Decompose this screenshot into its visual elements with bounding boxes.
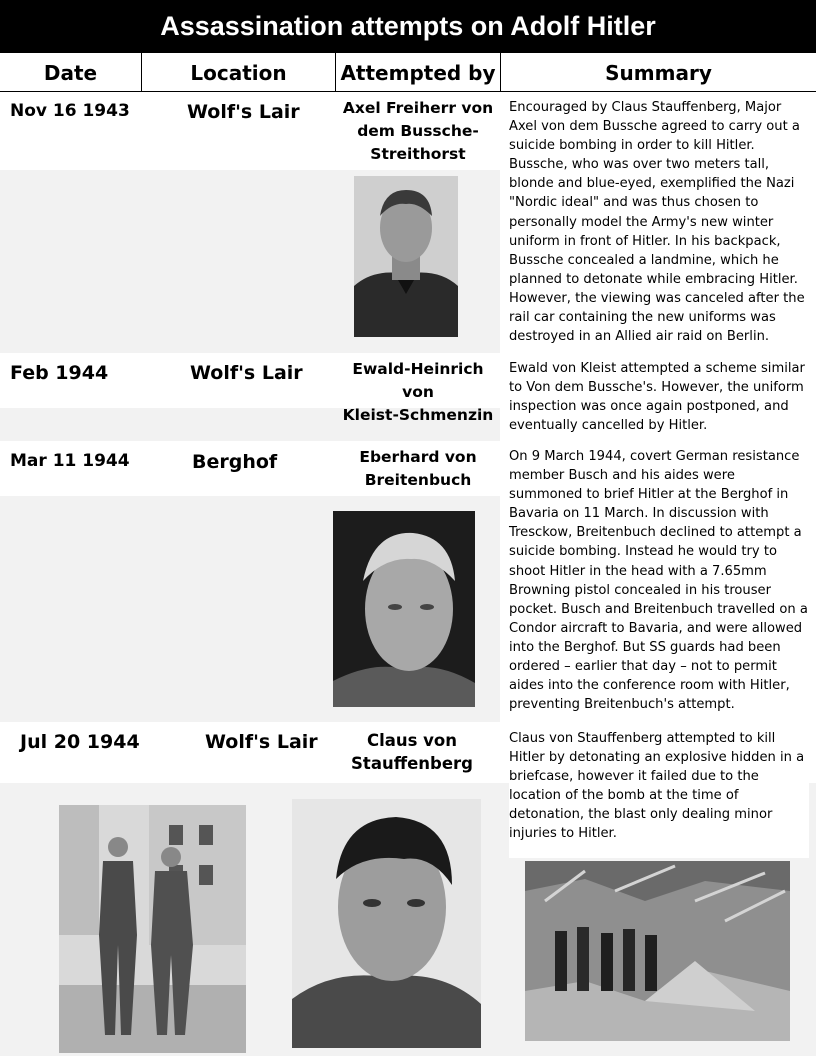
column-header-location: Location xyxy=(141,53,335,92)
photo-bomb-damage xyxy=(525,861,790,1041)
row-3-date: Mar 11 1944 xyxy=(10,451,130,471)
column-header-attempted-by: Attempted by xyxy=(335,53,500,92)
column-header-date: Date xyxy=(43,60,98,85)
row-4-summary: Claus von Stauffenberg attempted to kill Hitler by detonating an explosive hidden in a briefcase, however it failed due to the location of the bomb at the time of detonation, the blast only dealing minor injuries to Hitler. xyxy=(509,729,809,858)
row-2-summary: Ewald von Kleist attempted a scheme similar to Von dem Bussche's. However, the uniform inspection was once again postponed, and eventually cancelled by Hitler. xyxy=(509,361,805,434)
portrait-photo-bussche xyxy=(354,176,458,337)
row-4-attempted-by: Claus von Stauffenberg xyxy=(351,731,473,773)
row-3-attempted-by: Eberhard von Breitenbuch xyxy=(359,448,477,489)
row-4-location: Wolf's Lair xyxy=(205,731,318,753)
table-header xyxy=(0,52,816,92)
column-header-summary: Summary xyxy=(500,53,816,92)
photo-two-officers xyxy=(59,805,246,1053)
portrait-photo-breitenbuch xyxy=(333,511,475,707)
row-1-date: Nov 16 1943 xyxy=(10,101,130,121)
page-title: Assassination attempts on Adolf Hitler xyxy=(0,0,816,52)
row-1-attempted-by: Axel Freiherr von dem Bussche- Streithorst xyxy=(342,99,494,163)
row-2-attempted-by: Ewald-Heinrich von Kleist-Schmenzin xyxy=(342,360,494,424)
portrait-photo-stauffenberg xyxy=(292,799,481,1048)
row-2-date: Feb 1944 xyxy=(10,362,109,384)
row-4-date: Jul 20 1944 xyxy=(20,731,140,753)
row-2-location: Wolf's Lair xyxy=(190,362,303,384)
row-3-location: Berghof xyxy=(192,451,278,473)
row-1-location: Wolf's Lair xyxy=(187,101,300,123)
row-1-summary: Encouraged by Claus Stauffenberg, Major Axel von dem Bussche agreed to carry out a suicide bombing in order to kill Hitler. Bussche, who was over two meters tall, blonde and blue-eyed, exemplified the Nazi "Nordic ideal" and was thus chosen to personally model the Army's new winter uniform in front of Hitler. In his backpack, Bussche concealed a landmine, which he planned to detonate while embracing Hitler. However, the viewing was canceled after the rail car containing the new uniforms was destroyed in an Allied air raid on Berlin. xyxy=(509,100,805,345)
row-3-summary: On 9 March 1944, covert German resistance member Busch and his aides were summoned to brief Hitler at the Berghof in Bavaria on 11 March. In discussion with Tresckow, Breitenbuch declined to attempt a suicide bombing. Instead he would try to shoot Hitler in the head with a 7.65mm Browning pistol concealed in his trouser pocket. Busch and Breitenbuch travelled on a Condor aircraft to Bavaria, and were allowed into the Berghof. But SS guards had been ordered – earlier that day – not to permit aides into the conference room with Hitler, preventing Breitenbuch's attempt. xyxy=(509,449,808,713)
